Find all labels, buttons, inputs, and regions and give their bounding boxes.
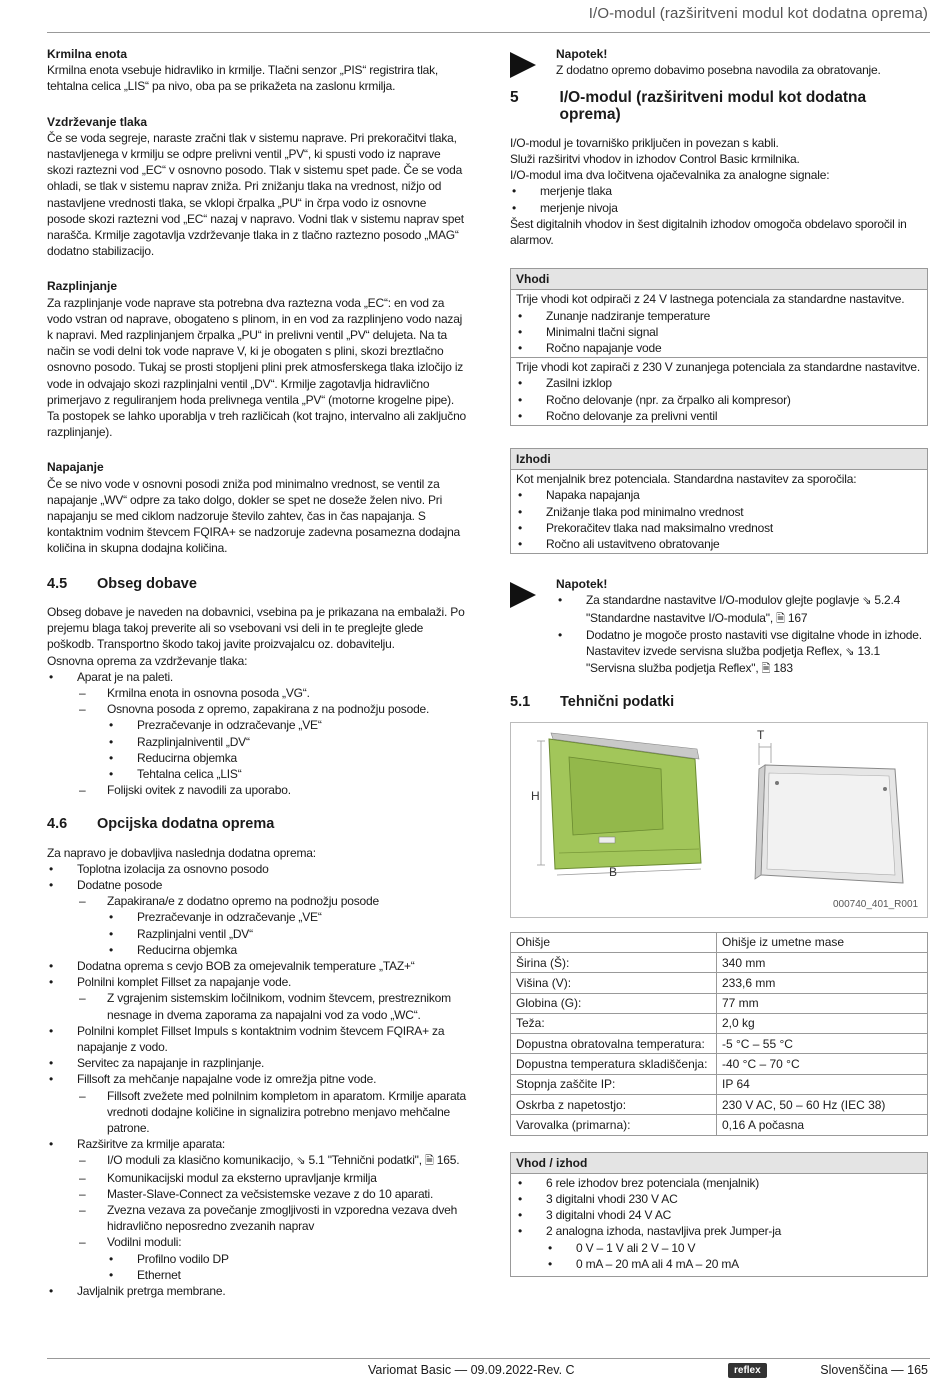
paragraph: Krmilna enota vsebuje hidravliko in krmilje. Tlačni senzor „PIS“ registrira tlak, tehtalna celica „LIS“ pa nivo, oba pa se prikažeta na zaslonu krmilja. <box>47 63 439 94</box>
list-item: – Osnovna posoda z opremo, zapakirana z na podnožju posode. • Prezračevanje in odzračevanje „VE“ • Razplinjalniventil „DV“ • Reducirna objemka • Tehtalna celica „LIS“ <box>77 701 467 782</box>
list-item: • Ročno napajanje vode <box>516 340 922 356</box>
spec-row <box>511 1095 928 1115</box>
paragraph: Osnovna oprema za vzdrževanje tlaka: <box>47 653 248 668</box>
io-module-figure <box>510 722 928 918</box>
spec-value: -40 °C – 70 °C <box>717 1054 928 1074</box>
paragraph: Šest digitalnih vhodov in šest digitalnih izhodov omogoča obdelavo sporočil in alarmov. <box>510 216 907 248</box>
list-item: • Razplinjalni ventil „DV“ <box>107 926 467 942</box>
list-item: • Fillsoft za mehčanje napajalne vode iz omrežja pitne vode. – Fillsoft zvežete med polnilnim kompletom in aparatom. Krmilje aparata vrednoti dodajne količine in signalizira potrebno menjavo mehčalne patrone. <box>47 1071 467 1136</box>
list-item: • Aparat je na paleti. – Krmilna enota in osnovna posoda „VG“. – Osnovna posoda z opremo, zapakirana z na podnožju posode. • Prezračevanje in odzračevanje „VE“ • Razplinjalniventil „DV“ • Reducirna objemka • Tehtalna celica „LIS“ – Folijski ovitek z navodili za uporabo. <box>47 669 467 799</box>
paragraph: Služi razširitvi vhodov in izhodov Control Basic krmilnika. <box>510 152 800 167</box>
list-item: • Prezračevanje in odzračevanje „VE“ <box>107 717 467 733</box>
note-arrow-icon <box>510 576 556 677</box>
spec-label: Širina (Š): <box>511 953 717 973</box>
list-item: • Zunanje nadziranje temperature <box>516 308 922 324</box>
paragraph: Če se nivo vode v osnovni posodi zniža pod minimalno vrednost, se ventil za napajanje „WV“ odpre za tako dolgo, dokler se spet ne doseže želen nivo. Pri napajanju se med ciklom nadzoruje število zahtev, čas in čas napajanja. S kontaktnim vodnim števcem FQIRA+ se nadzoruje zadevna posamezna dodajna količina in skupna dodajna količina. <box>47 476 461 556</box>
page-icon: 🗎 <box>776 612 785 625</box>
link-5-2-4[interactable]: 5.2.4 "Standardne nastavitve I/O-modula", <box>586 593 901 625</box>
spec-label: Stopnja zaščite IP: <box>511 1074 717 1094</box>
spec-value: 230 V AC, 50 – 60 Hz (IEC 38) <box>717 1095 928 1115</box>
svg-text:T: T <box>757 727 765 742</box>
cross-reference-icon: ⇘ <box>296 1155 306 1168</box>
list-item: • Razširitve za krmilje aparata: – I/O moduli za klasično komunikacijo, ⇘ 5.1 "Tehnični podatki", 🗎 165. – Komunikacijski modul za eksterno upravljanje krmilja – Master-Slave-Connect za večsistemske vezave z do 10 aparati. – Zvezna vezava za povečanje zmogljivosti in vzporedna vezava dveh hidravlično neposredno zvezanih naprav – Vodilni moduli: • Profilno vodilo DP • Ethernet <box>47 1136 467 1283</box>
spec-row <box>511 1013 928 1033</box>
list <box>47 669 467 799</box>
left-column <box>47 46 467 1299</box>
list-item: – Komunikacijski modul za eksterno upravljanje krmilja <box>77 1170 467 1186</box>
list-item: • Prezračevanje in odzračevanje „VE“ <box>107 909 467 925</box>
note-arrow-icon <box>510 46 556 78</box>
list-item: • Znižanje tlaka pod minimalno vrednost <box>516 504 922 520</box>
list-item: • Javljalnik pretrga membrane. <box>47 1283 467 1299</box>
table-row <box>511 1174 927 1276</box>
list-item: – I/O moduli za klasično komunikacijo, ⇘ 5.1 "Tehnični podatki", 🗎 165. <box>77 1152 467 1169</box>
paragraph: Obseg dobave je naveden na dobavnici, vsebina pa je prikazana na embalaži. Po prejemu blaga takoj preverite ali so vsebovani vsi deli in te preglejte glede poškodb. Transportno škodo takoj javite proizvajalcu oz. dobavitelju. <box>47 604 465 652</box>
spec-value: 2,0 kg <box>717 1013 928 1033</box>
subheading: Napajanje <box>47 460 104 475</box>
list-item: • Polnilni komplet Fillset Impuls s kontaktnim vodnim števcem FQIRA+ za napajanje z vodo. <box>47 1023 467 1055</box>
paragraph: Če se voda segreje, naraste zračni tlak v sistemu naprave. Pri prekoračitvi tlaka, nastavljenega v krmilju se odpre prelivni ventil „PV“, ki spusti vodo iz naprave skozi raztezni vod „EC“ v osnovno posodo. Tlak v sistemu spet pade. Če se voda ohladi, se tlak v sistemu naprav zniža. Pri znižanju tlaka na vrednost, nižjo od nastavljene vrednosti tlaka, se vklopi črpalka „PU“ in črpa vodo iz osnovne posode skozi raztezni vod „EC“ nazaj v napravo. Vodni tlak v sistemu naprav spet narašča. Krmilje zagotavlja vzdrževanje tlaka in z tlačno raztezno posodo „MAG“ dodatno stabilizacijo. <box>47 130 464 259</box>
list-item: – Fillsoft zvežete med polnilnim kompletom in aparatom. Krmilje aparata vrednoti dodajne količine in signalizira potrebno menjavo mehčalne patrone. <box>77 1088 467 1137</box>
spec-value: 340 mm <box>717 953 928 973</box>
list-item: • Polnilni komplet Fillset za napajanje vode. – Z vgrajenim sistemskim ločilnikom, vodnim števcem, prestreznikom nesnage in dvema zaporama za napajalni vod za vodo „WC“. <box>47 974 467 1023</box>
table-header: Vhod / izhod <box>511 1153 927 1174</box>
section-heading: 4.5 Obseg dobave <box>47 575 197 592</box>
page-icon: 🗎 <box>425 1155 434 1168</box>
section-4-6 <box>47 816 467 1299</box>
right-column <box>510 46 928 1299</box>
spec-row <box>511 1054 928 1074</box>
section-heading: 5 I/O-modul (razširitveni modul kot dodatna oprema) <box>510 89 867 123</box>
section-heading: 5.1 Tehnični podatki <box>510 693 675 710</box>
list-item: • 6 rele izhodov brez potenciala (menjalnik) <box>516 1175 922 1191</box>
table-row: Trije vhodi kot zapirači z 230 V zunanjega potenciala za standardne nastavitve. • Zasilni izklop • Ročno delovanje (npr. za črpalko ali kompresor) • Ročno delovanje za prelivni ventil <box>511 358 927 425</box>
spec-row <box>511 1034 928 1054</box>
list-item: • Razplinjalniventil „DV“ <box>107 734 467 750</box>
spec-value: Ohišje iz umetne mase <box>717 932 928 952</box>
paragraph: Za razplinjanje vode naprave sta potrebna dva raztezna voda „EC“: en vod za vodo vstran od naprave, obogateno s plinom, in en vod za razplinjeno vodo nazaj k napravi. Med razplinjanjem črpalka „PU“ in prelivni ventil „PV“ delujeta. Na ta način se vodi delni tok vode naprave V, ki je obogaten s plini, skozi breztlačno osnovno posodo. Tukaj se prosti stopljeni plini prek atmosferskega tlaka izločijo iz vode in odvajajo skozi razplinjalni ventil „DV“. Krmilje zagotavlja hidravlično primerjavo z reguliranjem hoda prelivnega ventila „PV“ (motorne krogelne pipe). Ta postopek se lahko uporablja v treh različicah (kot trajno, intervalno ali zaključno razplinjanje). <box>47 295 467 440</box>
list-item: • 0 mA – 20 mA ali 4 mA – 20 mA <box>546 1256 922 1272</box>
list-item: • Napaka napajanja <box>516 487 922 503</box>
list-item: • Tehtalna celica „LIS“ <box>107 766 467 782</box>
paragraph: I/O-modul je tovarniško priključen in povezan s kabli. <box>510 135 779 150</box>
list-item: – Z vgrajenim sistemskim ločilnikom, vodnim števcem, prestreznikom nesnage in dvema zaporama za napajalni vod za vodo „WC“. <box>77 990 467 1022</box>
section-vzdrzevanje-tlaka <box>47 114 467 260</box>
link-5-1[interactable]: 5.1 "Tehnični podatki", <box>308 1153 422 1168</box>
page-icon: 🗎 <box>761 663 771 676</box>
note-title: Napotek! <box>556 47 608 61</box>
list-item: – Folijski ovitek z navodili za uporabo. <box>77 782 467 798</box>
svg-text:H: H <box>531 788 540 803</box>
note-block <box>510 576 928 677</box>
list-item: • 2 analogna izhoda, nastavljiva prek Jumper-ja • 0 V – 1 V ali 2 V – 10 V • 0 mA – 20 mA ali 4 mA – 20 mA <box>516 1223 922 1272</box>
list-item: – Krmilna enota in osnovna posoda „VG“. <box>77 685 467 701</box>
list-item: • Ethernet <box>107 1267 467 1283</box>
table-row: Trije vhodi kot odpirači z 24 V lastnega potenciala za standardne nastavitve. • Zunanje nadziranje temperature • Minimalni tlačni signal • Ročno napajanje vode <box>511 290 927 358</box>
list-item: • Dodatna oprema s cevjo BOB za omejevalnik temperature „TAZ+“ <box>47 958 467 974</box>
svg-text:B: B <box>609 864 618 879</box>
note-block <box>510 46 928 78</box>
list-item: • Za standardne nastavitve I/O-modulov glejte poglavje ⇘ 5.2.4 "Standardne nastavitve I/O-modula", 🗎 167 <box>556 592 928 626</box>
section-4-5 <box>47 576 467 799</box>
spec-row <box>511 953 928 973</box>
list-item: • Zasilni izklop <box>516 375 922 391</box>
list-item: • Ročno ali ustavitveno obratovanje <box>516 536 922 552</box>
list-item: • Ročno delovanje za prelivni ventil <box>516 408 922 424</box>
spec-value: 77 mm <box>717 993 928 1013</box>
section-heading: 4.6 Opcijska dodatna oprema <box>47 816 275 833</box>
outputs-table <box>510 448 928 554</box>
list-item: • Ročno delovanje (npr. za črpalko ali kompresor) <box>516 392 922 408</box>
cross-reference-icon: ⇘ <box>845 646 855 659</box>
list-item: • Minimalni tlačni signal <box>516 324 922 340</box>
paragraph: I/O-modul ima dva ločitvena ojačevalnika za analogne signale: <box>510 168 830 183</box>
table-header: Izhodi <box>511 449 927 470</box>
list-item: – Master-Slave-Connect za večsistemske vezave z do 10 aparati. <box>77 1186 467 1202</box>
section-krmilna-enota <box>47 46 467 95</box>
spec-value: -5 °C – 55 °C <box>717 1034 928 1054</box>
list-item: • Profilno vodilo DP <box>107 1251 467 1267</box>
list-item: – Zvezna vezava za povečanje zmogljivosti in vzporedna vezava dveh hidravlično neposredno zvezanih naprav <box>77 1202 467 1234</box>
section-napajanje <box>47 459 467 556</box>
spec-row <box>511 932 928 952</box>
list-item: • 0 V – 1 V ali 2 V – 10 V <box>546 1240 922 1256</box>
note-title: Napotek! <box>556 577 608 592</box>
list-item: • 3 digitalni vhodi 24 V AC <box>516 1207 922 1223</box>
paragraph: Za napravo je dobavljiva naslednja dodatna oprema: <box>47 845 316 860</box>
inputs-table <box>510 268 928 426</box>
footer-page: Slovenščina — 165 <box>820 1363 928 1377</box>
list-item: – Zapakirana/e z dodatno opremo na podnožju posode • Prezračevanje in odzračevanje „VE“ • Razplinjalni ventil „DV“ • Reducirna objemka <box>77 893 467 958</box>
spec-label: Ohišje <box>511 932 717 952</box>
list <box>47 861 467 1299</box>
io-module-illustration <box>511 723 927 917</box>
footer-rule <box>47 1358 930 1359</box>
footer-doc: Variomat Basic — 09.09.2022-Rev. C <box>368 1363 575 1377</box>
spec-value: IP 64 <box>717 1074 928 1094</box>
spec-row <box>511 1074 928 1094</box>
section-razplinjanje <box>47 278 467 440</box>
list-item: – Vodilni moduli: • Profilno vodilo DP • Ethernet <box>77 1234 467 1283</box>
list-item: • merjenje nivoja <box>510 200 928 216</box>
list-item: • Dodatno je mogoče prosto nastaviti vse digitalne vhode in izhode. Nastavitev izvede servisna služba podjetja Reflex, ⇘ 13.1 "Servisna služba podjetja Reflex", 🗎 183 <box>556 627 928 678</box>
spec-row <box>511 973 928 993</box>
spec-label: Globina (G): <box>511 993 717 1013</box>
note-text: Z dodatno opremo dobavimo posebna navodila za obratovanje. <box>556 63 881 78</box>
subheading: Vzdrževanje tlaka <box>47 114 148 129</box>
running-header: I/O-modul (razširitveni modul kot dodatna oprema) <box>588 5 928 22</box>
spec-label: Varovalka (primarna): <box>511 1115 717 1135</box>
spec-label: Oskrba z napetostjo: <box>511 1095 717 1115</box>
list-item: • Reducirna objemka <box>107 942 467 958</box>
subheading: Krmilna enota <box>47 47 128 61</box>
list-item: • Toplotna izolacija za osnovno posodo <box>47 861 467 877</box>
list-item: • Dodatne posode – Zapakirana/e z dodatno opremo na podnožju posode • Prezračevanje in odzračevanje „VE“ • Razplinjalni ventil „DV“ • Reducirna objemka <box>47 877 467 958</box>
link-13-1[interactable]: 13.1 "Servisna služba podjetja Reflex", <box>586 644 881 676</box>
spec-label: Teža: <box>511 1013 717 1033</box>
list-item: • Prekoračitev tlaka nad maksimalno vrednost <box>516 520 922 536</box>
list <box>510 183 928 215</box>
list-item: • merjenje tlaka <box>510 183 928 199</box>
cross-reference-icon: ⇘ <box>862 595 872 608</box>
spec-label: Dopustna temperatura skladiščenja: <box>511 1054 717 1074</box>
spec-row <box>511 1115 928 1135</box>
section-5 <box>510 90 928 248</box>
spec-value: 0,16 A počasna <box>717 1115 928 1135</box>
list-item: • 3 digitalni vhodi 230 V AC <box>516 1191 922 1207</box>
svg-text:000740_401_R001: 000740_401_R001 <box>833 898 919 910</box>
reflex-logo: reflex <box>728 1363 767 1378</box>
list-item: • Reducirna objemka <box>107 750 467 766</box>
subheading: Razplinjanje <box>47 279 118 294</box>
spec-label: Višina (V): <box>511 973 717 993</box>
spec-value: 233,6 mm <box>717 973 928 993</box>
table-header: Vhodi <box>511 269 927 290</box>
header-rule <box>47 32 930 33</box>
io-table <box>510 1152 928 1277</box>
table-row: Kot menjalnik brez potenciala. Standardna nastavitev za sporočila: • Napaka napajanja • Znižanje tlaka pod minimalno vrednost • Prekoračitev tlaka nad maksimalno vrednost • Ročno ali ustavitveno obratovanje <box>511 470 927 553</box>
spec-table <box>510 932 928 1136</box>
spec-label: Dopustna obratovalna temperatura: <box>511 1034 717 1054</box>
list-item: • Servitec za napajanje in razplinjanje. <box>47 1055 467 1071</box>
spec-row <box>511 993 928 1013</box>
